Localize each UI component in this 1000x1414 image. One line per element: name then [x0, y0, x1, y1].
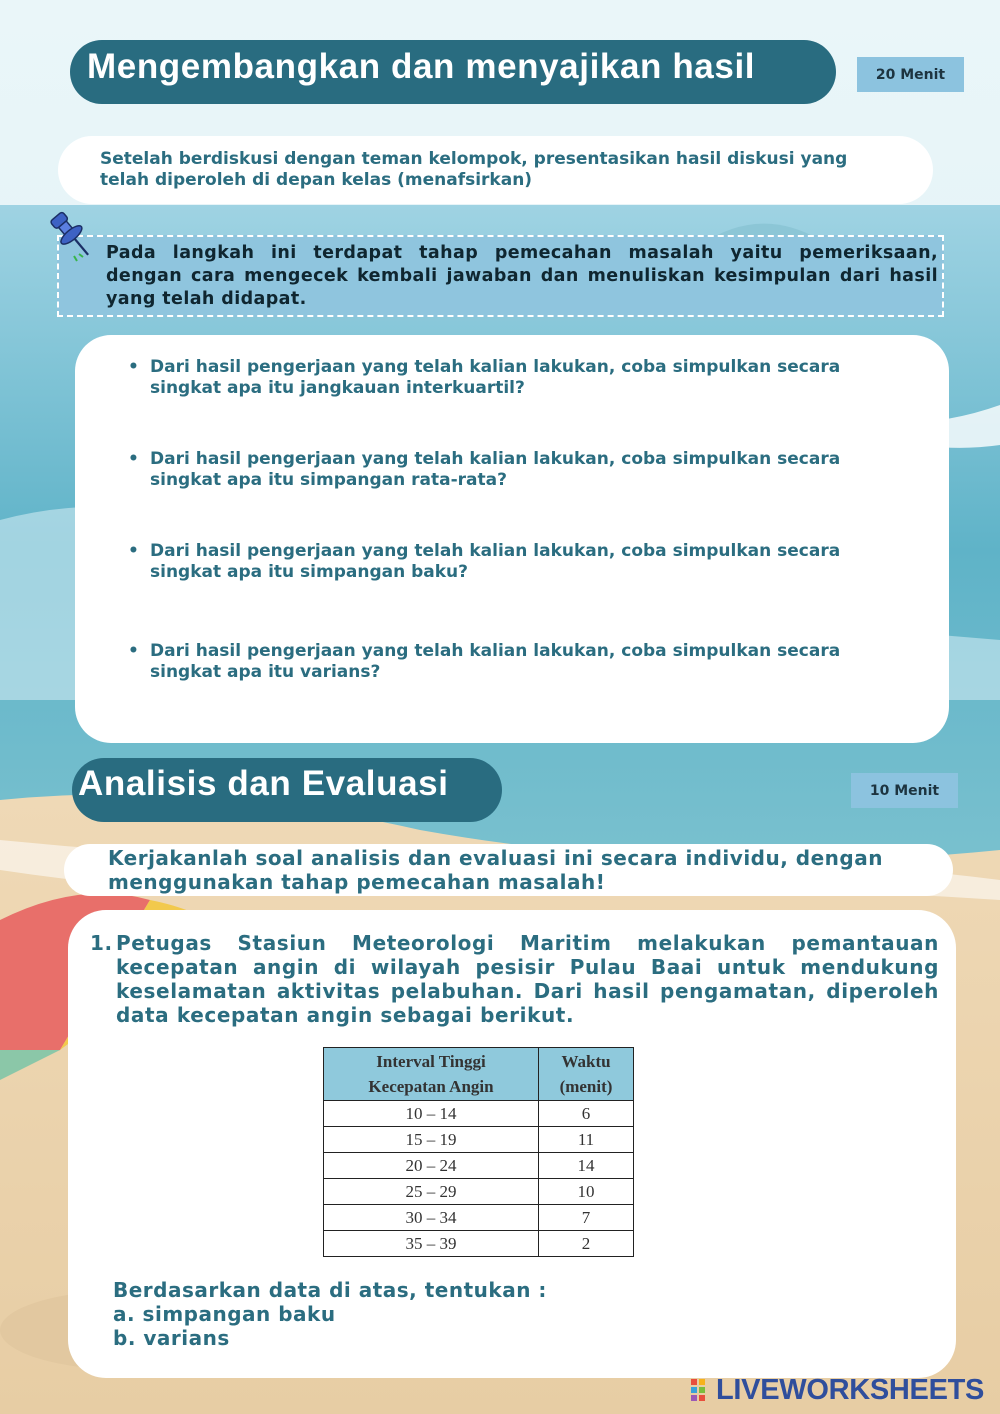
table-row: [324, 1127, 634, 1153]
table-cell-interval: 20 – 24: [324, 1153, 539, 1179]
question-part-b: b. varians: [113, 1326, 230, 1350]
table-header-interval: Interval Tinggi Kecepatan Angin: [324, 1048, 539, 1101]
section-title-text: Mengembangkan dan menyajikan hasil: [87, 47, 756, 86]
section-title-text: Analisis dan Evaluasi: [78, 764, 449, 803]
question-prompt: Berdasarkan data di atas, tentukan :: [113, 1278, 547, 1302]
table-cell-time: 11: [539, 1127, 634, 1153]
table-row: [324, 1231, 634, 1257]
table-cell-interval: 35 – 39: [324, 1231, 539, 1257]
problem-text: Petugas Stasiun Meteorologi Maritim melakukan pemantauan kecepatan angin di wilayah pesisir Pulau Baai untuk mendukung keselamatan aktivitas pelabuhan. Dari hasil pengamatan, diperoleh data kecepatan angin sebagai berikut.: [116, 931, 939, 1027]
table-row: [324, 1205, 634, 1231]
duration-badge: [857, 57, 964, 92]
table-cell-interval: 25 – 29: [324, 1179, 539, 1205]
duration-text: 10 Menit: [869, 782, 940, 799]
table-cell-time: 7: [539, 1205, 634, 1231]
table-cell-interval: 10 – 14: [324, 1101, 539, 1127]
brand-text: LIVEWORKSHEETS: [716, 1373, 985, 1406]
table-cell-interval: 30 – 34: [324, 1205, 539, 1231]
section-title-develop-present: [70, 40, 836, 104]
question-item: • Dari hasil pengerjaan yang telah kalian lakukan, coba simpulkan secara singkat apa itu jangkauan interkuartil?: [124, 357, 890, 399]
pushpin-icon: [50, 208, 98, 268]
problem-number: 1.: [90, 931, 113, 955]
table-row: [324, 1101, 634, 1127]
question-item: • Dari hasil pengerjaan yang telah kalian lakukan, coba simpulkan secara singkat apa itu simpangan baku?: [124, 541, 890, 583]
footer-brand: [690, 1374, 984, 1406]
table-row: [324, 1179, 634, 1205]
table-row: [324, 1153, 634, 1179]
table-header-time: Waktu (menit): [539, 1048, 634, 1101]
table-cell-time: 2: [539, 1231, 634, 1257]
table-header-row: [324, 1048, 634, 1101]
table-cell-time: 14: [539, 1153, 634, 1179]
table-cell-time: 6: [539, 1101, 634, 1127]
question-part-a: a. simpangan baku: [113, 1302, 336, 1326]
duration-badge: [851, 773, 958, 808]
section-title-analysis-evaluation: [72, 758, 502, 822]
note-text: Pada langkah ini terdapat tahap pemecahan masalah yaitu pemeriksaan, dengan cara mengecek kembali jawaban dan menuliskan kesimpulan dari hasil yang telah didapat.: [106, 243, 938, 309]
table-cell-interval: 15 – 19: [324, 1127, 539, 1153]
table-cell-time: 10: [539, 1179, 634, 1205]
duration-text: 20 Menit: [875, 66, 946, 83]
liveworksheets-logo-icon: [690, 1378, 714, 1402]
instruction-text: Setelah berdiskusi dengan teman kelompok, presentasikan hasil diskusi yang telah diperoleh di depan kelas (menafsirkan): [100, 149, 848, 190]
question-item: • Dari hasil pengerjaan yang telah kalian lakukan, coba simpulkan secara singkat apa itu varians?: [124, 641, 890, 683]
instruction-text: Kerjakanlah soal analisis dan evaluasi ini secara individu, dengan menggunakan tahap pemecahan masalah!: [108, 846, 883, 894]
note-box: [57, 235, 944, 317]
wind-speed-table: [323, 1047, 634, 1257]
question-item: • Dari hasil pengerjaan yang telah kalian lakukan, coba simpulkan secara singkat apa itu simpangan rata-rata?: [124, 449, 890, 491]
